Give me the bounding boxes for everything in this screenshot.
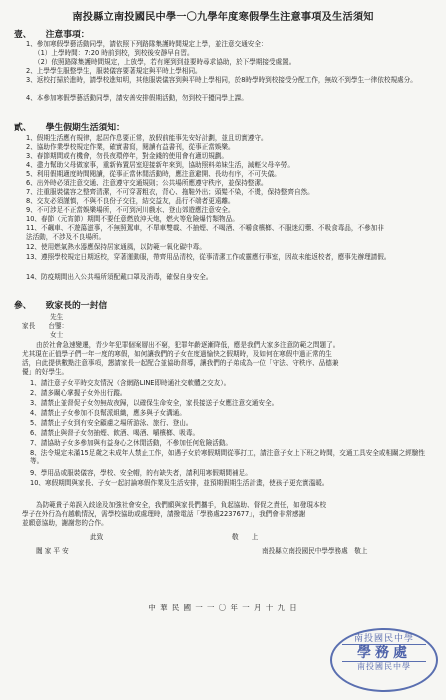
salutation-line: 先生 [50,313,64,321]
seal-bottom-text: 南投國民中學 [357,662,411,671]
seal-main-text: 學務處 [342,644,426,662]
section1-header [14,27,90,40]
section2-line: 5、利用假期適度時間閱讀，從事正當休閒活動時，應注意避開、長幼有序，不可失儀。 [26,170,281,178]
section1-line: 4、本參加寒假學藝活動同學，請安善安排假期活動，勿到校干擾同學上課。 [26,94,248,102]
parent-item: 9、學用品或服裝儀容，學校、安全帽，的有缺失者，請利用寒假期間補足。 [30,469,252,477]
section1-line: 2、上學學生服整學生，服裝儀容要著規定與平時上學相同。 [26,67,202,75]
section2-line: 7、注重服裝儀容之整齊清潔，不可穿著粗衣，背心、拖鞋外出；頭髮不染，不燙，保持整齊自然。 [26,188,314,196]
section2-line: 1、假期生活應有規律，起居作息要正常，放假前能事先安好計劃，並且切實遵守。 [26,134,268,142]
section2-line: 8、交友必須謹慎，不與不良份子交往，結交益友，品行不端者更遠離。 [26,197,235,205]
page-title: 南投縣立南投國民中學一〇九學年度寒假學生注意事項及生活須知 [72,12,374,23]
section2-heading: 學生假期生活須知： [45,123,125,133]
document-date: 中 華 民 國 一 一 〇 年 一 月 十 九 日 [148,604,298,612]
parent-item: 3、請禁止並督促子女勿無故夜歸，以確保生命安全，家長接送子女應注意交通安全。 [30,399,279,407]
closing-line: 敬 上 [232,533,259,541]
section3-header [14,298,107,311]
office-seal [330,628,438,692]
section2-line: 3、春節期間或有機會，勿長夜環停年，對金錢的使用會有適切規劃。 [26,152,229,160]
section1-line: 1、參加寒假學藝活動同學，請依照下列路隊集護時間規定上學，並注意交通安全： [26,40,268,48]
seal-top-text: 南投國民中學 [353,634,414,644]
section2-line: 12、使用燃氣熱水器應保持居家通風，以防範一氧化碳中毒。 [26,243,206,251]
section1-marker: 壹、 [14,30,32,40]
section3-marker: 參、 [14,301,32,311]
signature-line: 南投縣立南投國民中學學務處 敬上 [262,547,368,555]
salutation-line: 女士 [50,331,64,339]
section2-line: 13、遵照學校規定日期返校，穿著運動服，帶齊用品清校，從事清潔工作或靈應行事室，因故未能返校者，應事先辦理請假。 [26,253,391,261]
closing-line: 闔 家 平 安 [36,547,69,555]
intro-line: 由於社會急速變遷，青少年犯罪個案層出不窮，犯罪年齡逐漸降低，應是我們大家多注意防範之問題了。 [36,341,340,349]
section2-line: 6、出外時必須注意交通、注意遵守交通規則；公共場所應遵守秩序，並保持整潔。 [26,179,268,187]
parent-item: 4、請禁止子女參加不良幫派組織，應多與子女溝通。 [30,409,186,417]
parent-item: 2、請多關心掌握子女外出行蹤。 [30,389,127,397]
section2-header [14,120,125,133]
section2-line: 10、春節（元宵節）期間不要任意燃放沖天炮，燃火等危險爆竹類物品。 [26,215,239,223]
intro-line: 尤其現在正值學子們一年一度的寒假，如何讓我們的子女在度過愉快之假期時，及如何在寒假中過正常的生 [22,350,332,358]
section1-line: （2）依照路隊集護時間規定，上放學，若有遲到到並要時尋求協助，於下學期接受處置。 [34,58,296,66]
parent-item: 10、寒假期間與家長、子女一起討論寒假作業及生活安排，並預期假期生活計畫，使孩子更充實溫暖。 [30,479,329,487]
outro-line: 為防範貴子弟誤入歧途及加強社會安全，我們願與家長們攜手，負起協助、督促之責任，如發現本校 [36,501,327,509]
section2-line: 11、不飆車、不遊蕩滋事，不無照駕車，不單車雙載、不抽煙、不喝酒、不嚼食檳榔、不服迷幻藥、不吸食毒品，不參加非 [26,224,384,232]
section2-marker: 貳、 [14,123,32,133]
section2-line: 4、盡力幫助父母做家事，重新佈置居室迎接新年來到，協助照料弟妹生活，減輕父母辛勞。 [26,161,294,169]
closing-line: 此致 [90,533,104,541]
section1-line: （1）上學時間：7:20 時前到校，到校後安靜早自習。 [34,49,194,57]
section2-line: 2、協助作業學校規定作業，確實書寫，閱讀有益書刊，從事正當娛樂。 [26,143,235,151]
parent-item: 5、請禁止子女到有安全顧慮之場所游泳、旅行、登山。 [30,419,193,427]
parent-item: 1、請注意子女平時交友情況（含網路LINE即時通社交軟體之交友）。 [30,379,231,387]
section1-heading: 注意事項： [45,30,90,40]
section2-line: 法活動，不涉及不良場所。 [26,233,106,241]
outro-line: 並願意協助，謝謝您的合作。 [22,519,108,527]
section1-line: 3、返校打掃於進時，請學校進知明，其他服裝儀容到與平時上學相同，於8時學時到校接受分配工作，無故不到學生一律依校規處分。 [26,76,417,84]
parent-item: 8、法令規定未滿15足歲之未成年人禁止工作，如遇子女於寒假期間從事打工，請注意子女上下班之時間，交通工具安全或相關之經驗性等。 [30,449,426,465]
parent-item: 6、請禁止與督子女勿抽煙、飲酒、喝酒、嚼檳榔、吸毒。 [30,429,200,437]
parent-item: 7、請協助子女多參加與有益身心之休閒活動，不參加任何危險活動。 [30,439,233,447]
salutation-line: 家長 台鑒： [22,322,69,330]
section3-heading: 致家長的一封信 [45,301,108,311]
section2-line: 9、不可涉足不正當娛樂場所，不可到河川戲水、登山郊遊應注意安全。 [26,206,235,214]
section2-line: 14、防疫期間出入公共場所須配戴口罩及消毒，確保自身安全。 [26,273,213,281]
intro-line: 優」的好學生。 [22,368,69,376]
outro-line: 學子在外行為有越軌情況，需學校協助或處理時，請撥電話「學務處2237677」，我們會非常感謝 [22,510,306,518]
intro-line: 活，自此提供數點注意事項，懇請家長一起配合並協助督導，讓我們的子弟成為一位「守法、守秩序、品德兼 [22,359,339,367]
